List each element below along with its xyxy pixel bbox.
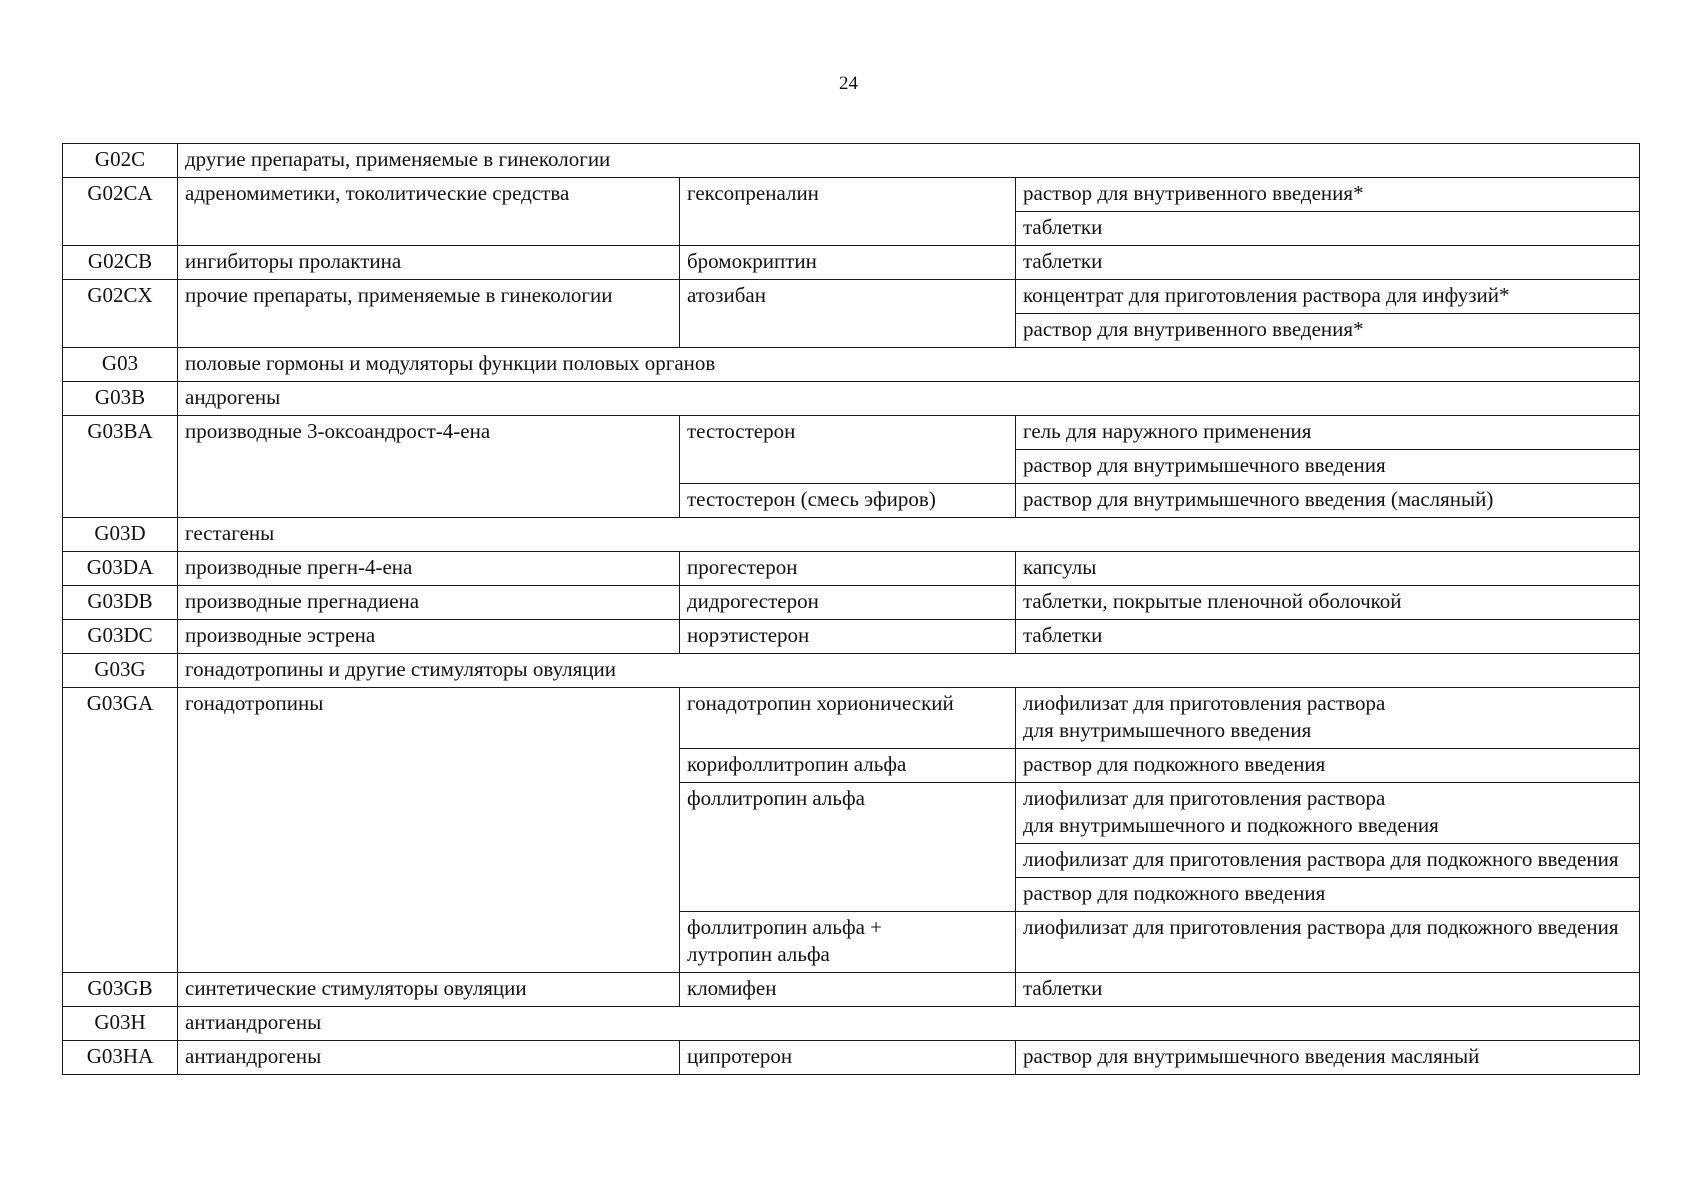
dosage-form: раствор для подкожного введения bbox=[1016, 878, 1640, 912]
table-row bbox=[63, 178, 1640, 212]
section-title: андрогены bbox=[178, 382, 1640, 416]
dosage-form: раствор для внутримышечного введения bbox=[1016, 450, 1640, 484]
dosage-form: таблетки bbox=[1016, 246, 1640, 280]
dosage-form: таблетки bbox=[1016, 620, 1640, 654]
drug-name: тестостерон (смесь эфиров) bbox=[680, 484, 1016, 518]
table-row bbox=[63, 1007, 1640, 1041]
dosage-form: раствор для внутривенного введения* bbox=[1016, 314, 1640, 348]
pharmacological-group: производные прегн-4-ена bbox=[178, 552, 680, 586]
dosage-form: концентрат для приготовления раствора для инфузий* bbox=[1016, 280, 1640, 314]
table-row bbox=[63, 552, 1640, 586]
dosage-form: раствор для внутримышечного введения масляный bbox=[1016, 1041, 1640, 1075]
atc-code: G03GA bbox=[63, 688, 178, 973]
dosage-form: лиофилизат для приготовления раствора для внутримышечного введения bbox=[1016, 688, 1640, 749]
pharmacological-group: производные 3-оксоандрост-4-ена bbox=[178, 416, 680, 518]
atc-code: G03DB bbox=[63, 586, 178, 620]
drug-name: фоллитропин альфа bbox=[680, 783, 1016, 912]
dosage-form: лиофилизат для приготовления раствора для подкожного введения bbox=[1016, 912, 1640, 973]
atc-code: G02CB bbox=[63, 246, 178, 280]
table-row bbox=[63, 688, 1640, 749]
dosage-form: раствор для подкожного введения bbox=[1016, 749, 1640, 783]
pharmacological-group: антиандрогены bbox=[178, 1041, 680, 1075]
drug-name: прогестерон bbox=[680, 552, 1016, 586]
atc-code: G03 bbox=[63, 348, 178, 382]
pharmacological-group: производные прегнадиена bbox=[178, 586, 680, 620]
table-row bbox=[63, 973, 1640, 1007]
table-row bbox=[63, 1041, 1640, 1075]
atc-code: G02CA bbox=[63, 178, 178, 246]
atc-code: G03B bbox=[63, 382, 178, 416]
atc-code: G03H bbox=[63, 1007, 178, 1041]
drug-name: тестостерон bbox=[680, 416, 1016, 484]
page-number: 24 bbox=[839, 73, 858, 94]
pharmacological-group: гонадотропины bbox=[178, 688, 680, 973]
table-row bbox=[63, 348, 1640, 382]
dosage-form: лиофилизат для приготовления раствора для внутримышечного и подкожного введения bbox=[1016, 783, 1640, 844]
section-title: антиандрогены bbox=[178, 1007, 1640, 1041]
atc-code: G03DC bbox=[63, 620, 178, 654]
section-title: гонадотропины и другие стимуляторы овуляции bbox=[178, 654, 1640, 688]
drug-name: дидрогестерон bbox=[680, 586, 1016, 620]
pharmacological-group: синтетические стимуляторы овуляции bbox=[178, 973, 680, 1007]
dosage-form: капсулы bbox=[1016, 552, 1640, 586]
drug-name: атозибан bbox=[680, 280, 1016, 348]
dosage-form: раствор для внутримышечного введения (масляный) bbox=[1016, 484, 1640, 518]
pharmacological-group: адреномиметики, токолитические средства bbox=[178, 178, 680, 246]
drug-name: норэтистерон bbox=[680, 620, 1016, 654]
dosage-form: раствор для внутривенного введения* bbox=[1016, 178, 1640, 212]
drug-name: корифоллитропин альфа bbox=[680, 749, 1016, 783]
dosage-form: лиофилизат для приготовления раствора для подкожного введения bbox=[1016, 844, 1640, 878]
atc-code: G03BA bbox=[63, 416, 178, 518]
drug-classification-table bbox=[62, 143, 1640, 1075]
table-row bbox=[63, 518, 1640, 552]
dosage-form: гель для наружного применения bbox=[1016, 416, 1640, 450]
drug-name: ципротерон bbox=[680, 1041, 1016, 1075]
drug-name: фоллитропин альфа + лутропин альфа bbox=[680, 912, 1016, 973]
atc-code: G02CX bbox=[63, 280, 178, 348]
table-body bbox=[63, 144, 1640, 1075]
atc-code: G03GB bbox=[63, 973, 178, 1007]
section-title: половые гормоны и модуляторы функции половых органов bbox=[178, 348, 1640, 382]
table-row bbox=[63, 280, 1640, 314]
section-title: другие препараты, применяемые в гинекологии bbox=[178, 144, 1640, 178]
table-row bbox=[63, 416, 1640, 450]
atc-code: G03HA bbox=[63, 1041, 178, 1075]
atc-code: G03G bbox=[63, 654, 178, 688]
dosage-form: таблетки bbox=[1016, 212, 1640, 246]
atc-code: G03D bbox=[63, 518, 178, 552]
drug-name: гонадотропин хорионический bbox=[680, 688, 1016, 749]
table-row bbox=[63, 654, 1640, 688]
table-row bbox=[63, 382, 1640, 416]
drug-name: бромокриптин bbox=[680, 246, 1016, 280]
atc-code: G03DA bbox=[63, 552, 178, 586]
table-row bbox=[63, 246, 1640, 280]
atc-code: G02C bbox=[63, 144, 178, 178]
pharmacological-group: производные эстрена bbox=[178, 620, 680, 654]
drug-name: кломифен bbox=[680, 973, 1016, 1007]
table-row bbox=[63, 586, 1640, 620]
dosage-form: таблетки bbox=[1016, 973, 1640, 1007]
section-title: гестагены bbox=[178, 518, 1640, 552]
pharmacological-group: ингибиторы пролактина bbox=[178, 246, 680, 280]
pharmacological-group: прочие препараты, применяемые в гинекологии bbox=[178, 280, 680, 348]
drug-name: гексопреналин bbox=[680, 178, 1016, 246]
dosage-form: таблетки, покрытые пленочной оболочкой bbox=[1016, 586, 1640, 620]
table-row bbox=[63, 620, 1640, 654]
table-row bbox=[63, 144, 1640, 178]
